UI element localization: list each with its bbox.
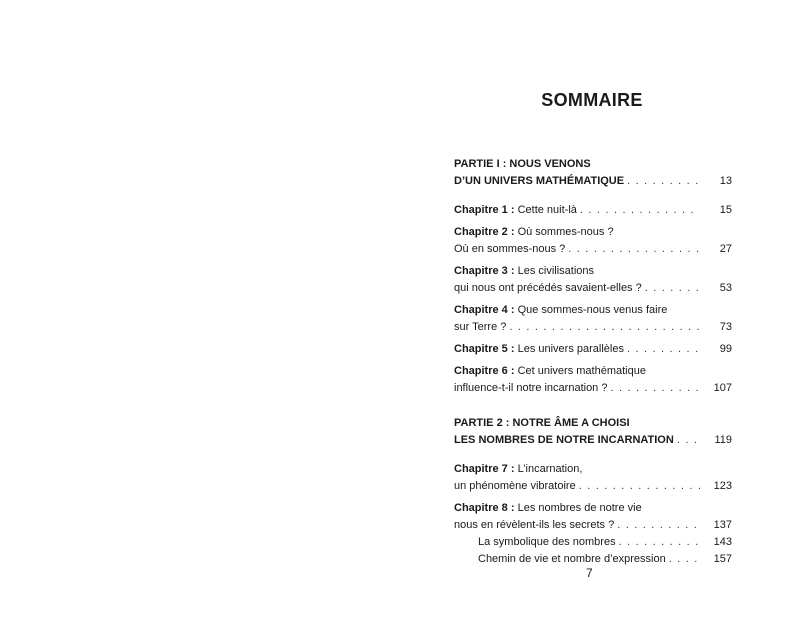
leader-dots <box>509 319 700 336</box>
chapter-title: Cet univers mathématique <box>517 365 646 377</box>
chapter-page: 27 <box>719 243 732 255</box>
part-1-page: 13 <box>719 175 732 187</box>
toc-entry-chapitre-6[interactable] <box>454 363 732 380</box>
leader-dots <box>610 380 700 397</box>
toc-entry-chapitre-1[interactable] <box>454 202 732 219</box>
chapter-page: 53 <box>719 282 732 294</box>
part-2-label: PARTIE 2 : NOTRE ÂME A CHOISI <box>454 417 630 429</box>
chapter-title: Les nombres de notre vie <box>517 502 642 514</box>
part-1-label: PARTIE I : NOUS VENONS <box>454 158 591 170</box>
leader-dots <box>568 241 700 258</box>
toc-entry-chapitre-4-line2[interactable] <box>454 319 732 336</box>
chapter-page: 123 <box>713 480 732 492</box>
part-1-heading-line2[interactable] <box>454 173 732 190</box>
leader-dots <box>669 551 700 568</box>
chapter-title-line2: Où en sommes-nous ? <box>454 243 566 255</box>
chapter-title: Les civilisations <box>517 265 594 277</box>
chapter-title-line2: sur Terre ? <box>454 321 507 333</box>
chapter-title-line2: nous en révèlent-ils les secrets ? <box>454 519 615 531</box>
part-1-heading[interactable] <box>454 156 732 173</box>
toc-subentry-chemin-de-vie[interactable] <box>454 551 732 568</box>
part-2-heading[interactable] <box>454 415 732 432</box>
leader-dots <box>579 478 700 495</box>
leader-dots <box>645 280 700 297</box>
toc-entry-chapitre-4[interactable] <box>454 302 732 319</box>
chapter-page: 99 <box>719 343 732 355</box>
chapter-title: Les univers parallèles <box>517 343 624 355</box>
chapter-title: Où sommes-nous ? <box>517 226 614 238</box>
subsection-page: 143 <box>713 536 732 548</box>
chapter-number: Chapitre 6 : <box>454 365 515 377</box>
toc-entry-chapitre-8[interactable] <box>454 500 732 517</box>
leader-dots <box>580 202 700 219</box>
toc-entry-chapitre-8-line2[interactable] <box>454 517 732 534</box>
leader-dots <box>627 341 700 358</box>
chapter-number: Chapitre 4 : <box>454 304 515 316</box>
chapter-page: 137 <box>713 519 732 531</box>
chapter-title: Que sommes-nous venus faire <box>517 304 668 316</box>
table-of-contents <box>454 156 732 568</box>
chapter-title-line2: un phénomène vibratoire <box>454 480 576 492</box>
part-2-label-line2: LES NOMBRES DE NOTRE INCARNATION <box>454 434 674 446</box>
subsection-title: Chemin de vie et nombre d’expression <box>478 553 666 565</box>
part-2-heading-line2[interactable] <box>454 432 732 449</box>
leader-dots <box>627 173 700 190</box>
chapter-number: Chapitre 5 : <box>454 343 515 355</box>
toc-entry-chapitre-5[interactable] <box>454 341 732 358</box>
leader-dots <box>617 517 700 534</box>
chapter-page: 107 <box>713 382 732 394</box>
chapter-title-line2: qui nous ont précédés savaient-elles ? <box>454 282 642 294</box>
chapter-number: Chapitre 3 : <box>454 265 515 277</box>
leader-dots <box>677 432 700 449</box>
page-title: SOMMAIRE <box>541 90 643 110</box>
toc-entry-chapitre-6-line2[interactable] <box>454 380 732 397</box>
leader-dots <box>619 534 700 551</box>
chapter-title-line2: influence-t-il notre incarnation ? <box>454 382 608 394</box>
toc-entry-chapitre-3[interactable] <box>454 263 732 280</box>
chapter-page: 73 <box>719 321 732 333</box>
chapter-number: Chapitre 8 : <box>454 502 515 514</box>
chapter-page: 15 <box>719 204 732 216</box>
chapter-number: Chapitre 2 : <box>454 226 515 238</box>
part-1-label-line2: D’UN UNIVERS MATHÉMATIQUE <box>454 175 625 187</box>
chapter-number: Chapitre 1 : <box>454 204 515 216</box>
toc-entry-chapitre-2[interactable] <box>454 224 732 241</box>
subsection-title: La symbolique des nombres <box>478 536 616 548</box>
chapter-number: Chapitre 7 : <box>454 463 515 475</box>
part-2-page: 119 <box>714 434 732 446</box>
chapter-title: L’incarnation, <box>517 463 583 475</box>
toc-entry-chapitre-3-line2[interactable] <box>454 280 732 297</box>
chapter-title: Cette nuit-là <box>517 204 577 216</box>
subsection-page: 157 <box>713 553 732 565</box>
page-number: 7 <box>586 566 593 580</box>
toc-entry-chapitre-2-line2[interactable] <box>454 241 732 258</box>
toc-subentry-symbolique[interactable] <box>454 534 732 551</box>
toc-entry-chapitre-7[interactable] <box>454 461 732 478</box>
toc-entry-chapitre-7-line2[interactable] <box>454 478 732 495</box>
